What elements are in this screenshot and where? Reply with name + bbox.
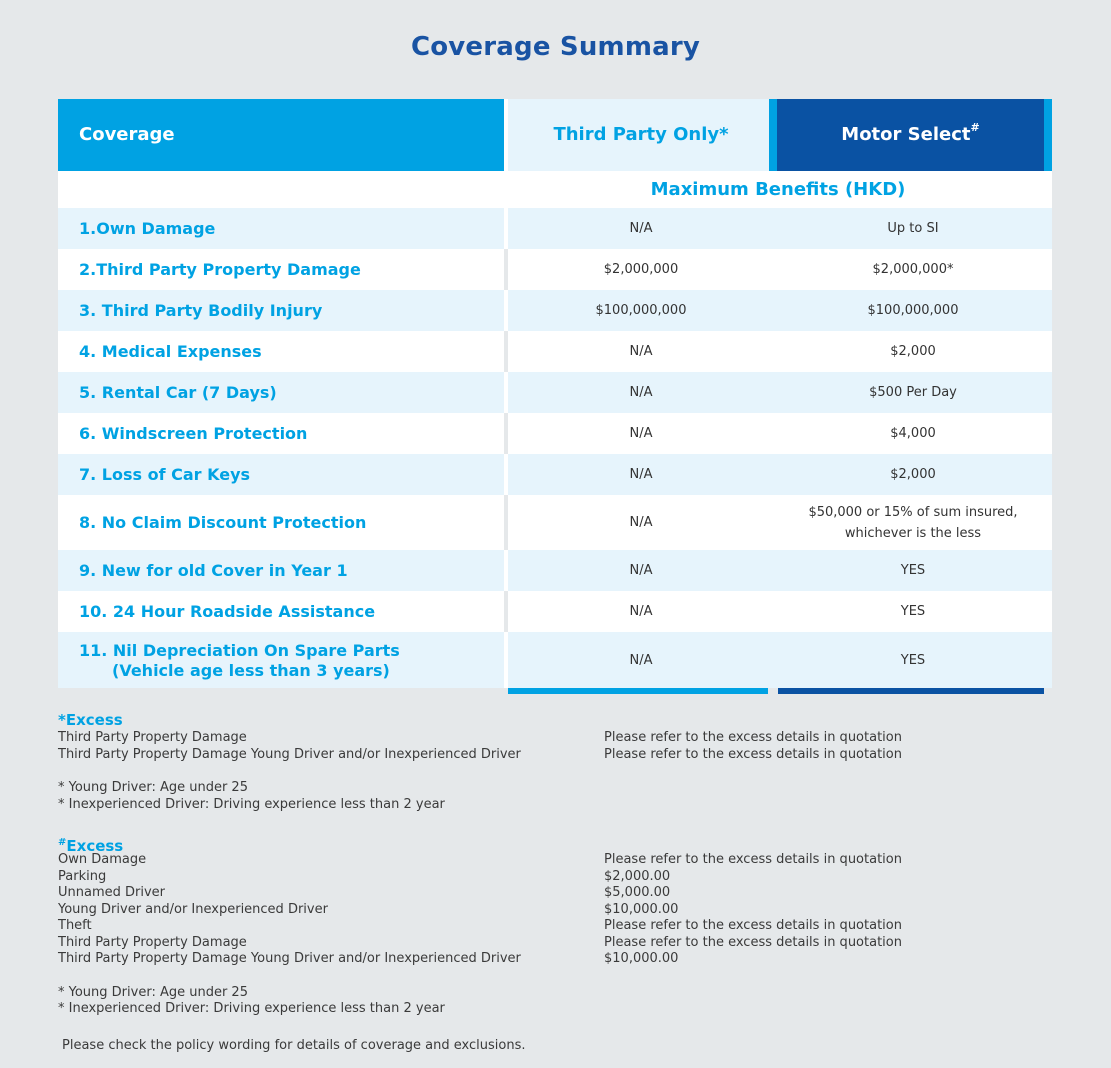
table-row — [58, 249, 1052, 290]
excess-value: $10,000.00 — [604, 901, 679, 917]
third-party-value: N/A — [504, 372, 774, 413]
excess-item: Third Party Property Damage Young Driver and/or Inexperienced Driver — [58, 951, 521, 966]
row-label: 8. No Claim Discount Protection — [79, 513, 367, 532]
row-label: 5. Rental Car (7 Days) — [79, 383, 277, 402]
excess-value: Please refer to the excess details in quotation — [604, 934, 902, 950]
row-label: 10. 24 Hour Roadside Assistance — [79, 602, 376, 621]
motor-select-value: YES — [900, 563, 926, 578]
motor-select-value: $500 Per Day — [869, 385, 957, 400]
third-party-value: $2,000,000 — [504, 249, 774, 290]
excess-value: $2,000.00 — [604, 868, 671, 884]
motor-select-value: YES — [900, 652, 926, 668]
excess-notes — [58, 711, 1058, 1018]
footnote: * Young Driver: Age under 25 — [58, 984, 248, 1000]
coverage-table — [58, 99, 1052, 696]
excess-item: Parking — [58, 868, 107, 884]
third-party-value: N/A — [504, 495, 774, 550]
excess-value: $5,000.00 — [604, 885, 671, 900]
row-label: 3. Third Party Bodily Injury — [79, 301, 323, 320]
footnote: * Inexperienced Driver: Driving experience less than 2 year — [58, 796, 445, 812]
header-third-party-only: Third Party Only* — [504, 99, 774, 171]
excess-value: $10,000.00 — [604, 951, 679, 966]
excess-line — [58, 730, 1058, 747]
row-label: 9. New for old Cover in Year 1 — [79, 561, 348, 580]
footnote: * Inexperienced Driver: Driving experience less than 2 year — [58, 1001, 445, 1016]
motor-select-value: $2,000 — [890, 344, 936, 359]
table-row — [58, 550, 1052, 591]
excess-value: Please refer to the excess details in quotation — [604, 852, 902, 867]
header-divider — [769, 99, 777, 171]
excess-ms-label: Excess — [66, 837, 124, 855]
excess-line — [58, 869, 1058, 886]
row-label: 4. Medical Expenses — [79, 342, 262, 361]
header-motor-select-label: Motor Select — [841, 124, 971, 145]
row-label: 6. Windscreen Protection — [79, 424, 308, 443]
motor-select-value: Up to SI — [887, 221, 939, 236]
header-coverage: Coverage — [58, 99, 504, 171]
table-row — [58, 454, 1052, 495]
header-motor-select-mark: # — [970, 121, 980, 134]
excess-item: Own Damage — [58, 852, 147, 867]
excess-tp-title: *Excess — [58, 711, 123, 729]
row-label-line2: (Vehicle age less than 3 years) — [112, 661, 390, 680]
third-party-value: N/A — [504, 632, 774, 688]
third-party-value: $100,000,000 — [504, 290, 774, 331]
row-label: 1.Own Damage — [79, 219, 216, 238]
max-benefits-row — [58, 171, 1052, 208]
row-label: 7. Loss of Car Keys — [79, 465, 251, 484]
table-row — [58, 591, 1052, 632]
page-title: Coverage Summary — [410, 32, 701, 62]
motor-select-value — [774, 495, 1052, 550]
max-benefits-label: Maximum Benefits (HKD) — [650, 179, 906, 200]
excess-ms-title — [58, 833, 1058, 855]
table-row — [58, 208, 1052, 249]
excess-line — [58, 747, 1058, 764]
table-row — [58, 495, 1052, 550]
third-party-value: N/A — [504, 591, 774, 632]
excess-item: Third Party Property Damage — [58, 934, 247, 950]
motor-select-bottom-bar — [778, 688, 1044, 694]
excess-line — [58, 935, 1058, 952]
excess-value: Please refer to the excess details in quotation — [604, 746, 902, 762]
third-party-bottom-bar — [508, 688, 768, 694]
excess-line — [58, 852, 1058, 869]
table-row — [58, 372, 1052, 413]
motor-select-value: YES — [900, 604, 926, 619]
third-party-value: N/A — [504, 413, 774, 454]
excess-value: Please refer to the excess details in quotation — [604, 730, 902, 745]
motor-select-value: $2,000,000* — [872, 262, 954, 277]
table-footer-bars — [58, 688, 1052, 696]
excess-line — [58, 918, 1058, 935]
table-row — [58, 632, 1052, 688]
motor-select-value: $2,000 — [890, 467, 936, 482]
third-party-value: N/A — [504, 550, 774, 591]
excess-item: Third Party Property Damage — [58, 730, 247, 745]
excess-line — [58, 885, 1058, 902]
excess-line — [58, 951, 1058, 968]
footnote: * Young Driver: Age under 25 — [58, 780, 248, 795]
table-header — [58, 99, 1052, 171]
table-row — [58, 413, 1052, 454]
header-edge — [1044, 99, 1052, 171]
excess-item: Young Driver and/or Inexperienced Driver — [58, 901, 328, 917]
excess-item: Unnamed Driver — [58, 885, 166, 900]
table-row — [58, 290, 1052, 331]
motor-select-value: $4,000 — [890, 426, 936, 441]
third-party-value: N/A — [504, 208, 774, 249]
excess-item: Theft — [58, 918, 92, 933]
excess-line — [58, 902, 1058, 919]
table-row — [58, 331, 1052, 372]
excess-value: Please refer to the excess details in quotation — [604, 918, 902, 933]
row-label: 2.Third Party Property Damage — [79, 260, 361, 279]
policy-footer-note: Please check the policy wording for details of coverage and exclusions. — [62, 1038, 526, 1053]
third-party-value: N/A — [504, 331, 774, 372]
motor-select-value: $100,000,000 — [867, 303, 959, 318]
row-label-line1: 11. Nil Depreciation On Spare Parts — [79, 641, 400, 660]
motor-select-value-line2: whichever is the less — [844, 525, 982, 541]
excess-ms-mark: # — [58, 837, 67, 848]
motor-select-value-line1: $50,000 or 15% of sum insured, — [808, 504, 1018, 520]
row-label — [58, 632, 504, 688]
excess-item: Third Party Property Damage Young Driver and/or Inexperienced Driver — [58, 746, 521, 762]
third-party-value: N/A — [504, 454, 774, 495]
header-motor-select — [777, 99, 1044, 171]
